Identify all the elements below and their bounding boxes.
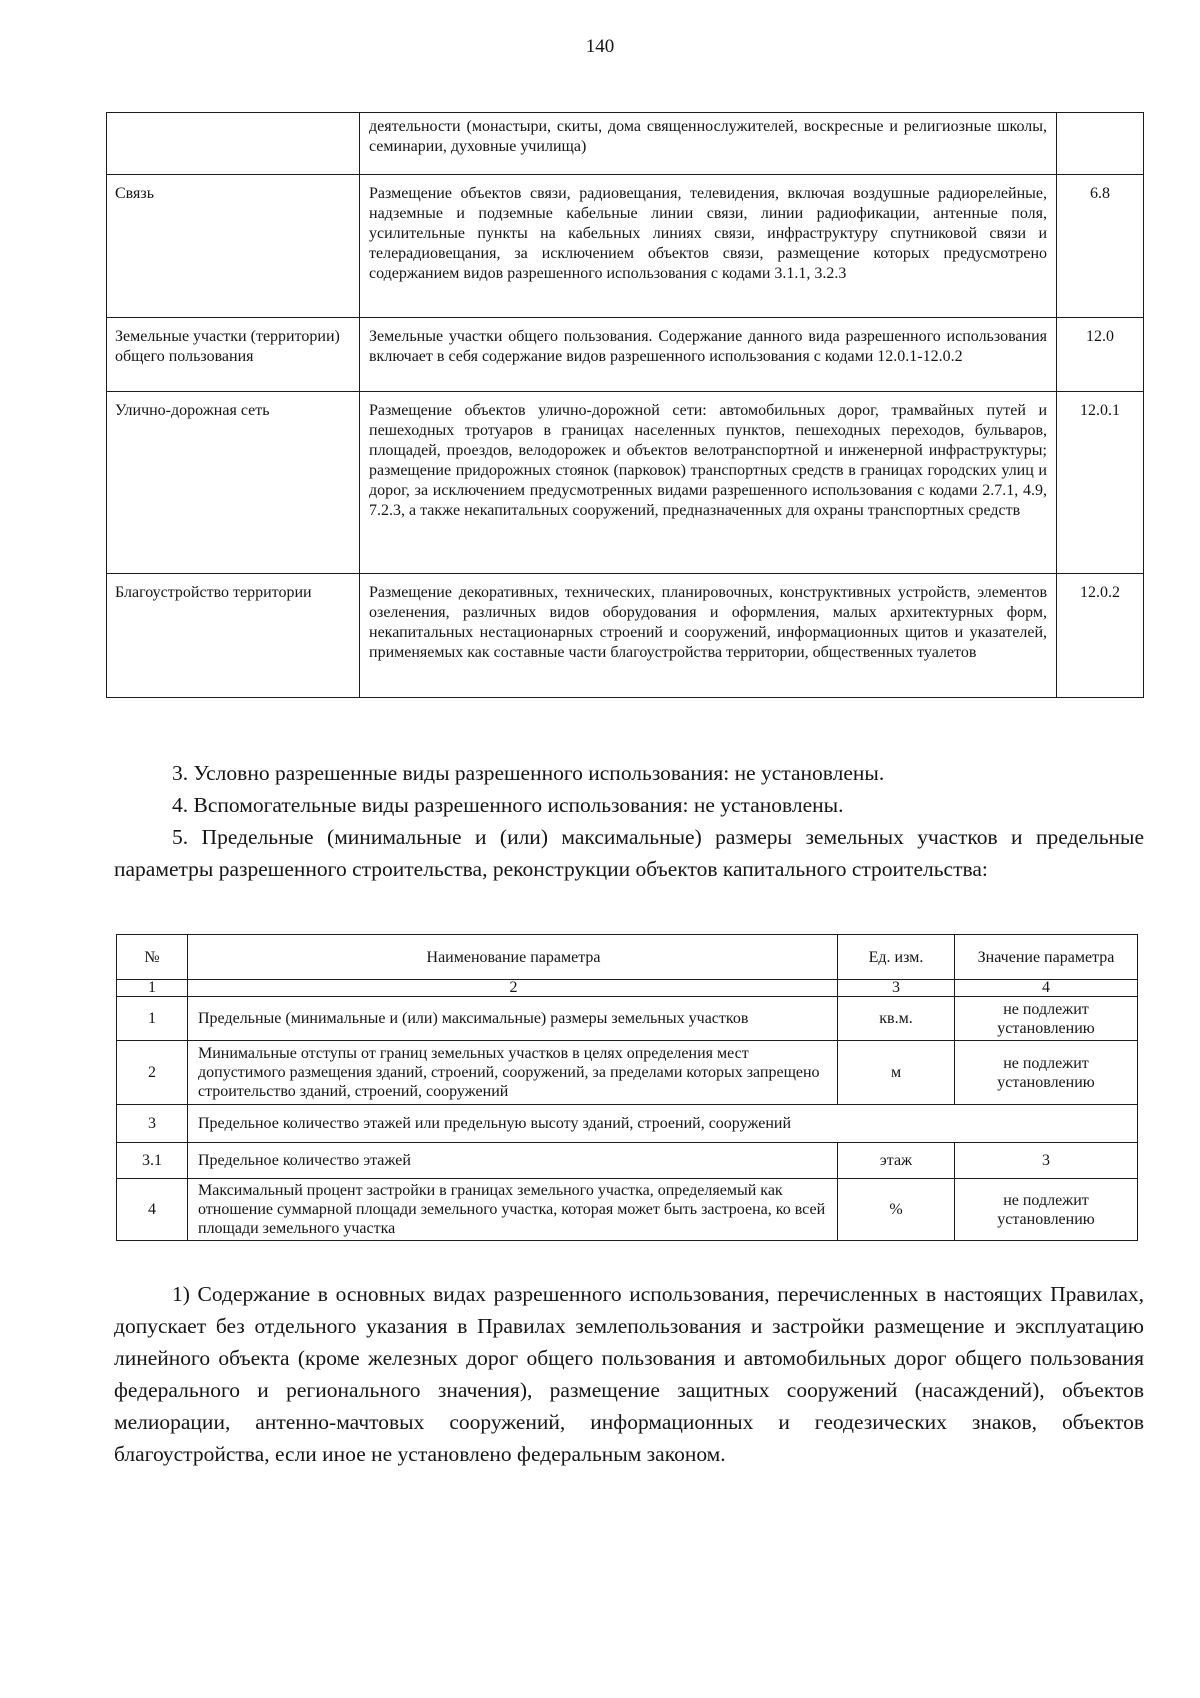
param-num: 3 xyxy=(117,1105,188,1143)
param-value: не подлежит установлению xyxy=(955,1041,1138,1105)
note-1 xyxy=(114,1278,1144,1470)
paragraph-4-text: 4. Вспомогательные виды разрешенного использования: не установлены. xyxy=(172,793,844,817)
use-name: Благоустройство территории xyxy=(107,574,360,698)
use-name: Связь xyxy=(107,175,360,318)
param-name: Предельные (минимальные и (или) максимальные) размеры земельных участков xyxy=(188,997,838,1041)
index-cell: 4 xyxy=(955,980,1138,997)
parameters-table xyxy=(116,934,1138,1241)
param-unit: м xyxy=(838,1041,955,1105)
index-cell: 2 xyxy=(188,980,838,997)
param-value: 3 xyxy=(955,1143,1138,1179)
param-num: 2 xyxy=(117,1041,188,1105)
table-row xyxy=(107,318,1144,392)
use-code xyxy=(1057,113,1144,175)
land-use-table xyxy=(106,112,1144,698)
param-name: Предельное количество этажей или предельную высоту зданий, строений, сооружений xyxy=(188,1105,1138,1143)
use-code: 12.0.1 xyxy=(1057,392,1144,574)
paragraph-3-text: 3. Условно разрешенные виды разрешенного использования: не установлены. xyxy=(172,761,885,785)
param-num: 4 xyxy=(117,1179,188,1241)
use-description: деятельности (монастыри, скиты, дома священнослужителей, воскресные и религиозные школы, семинарии, духовные училища) xyxy=(360,113,1057,175)
header-unit: Ед. изм. xyxy=(838,935,955,980)
param-name: Минимальные отступы от границ земельных участков в целях определения мест допустимого размещения зданий, строений, сооружений, за пределами которых запрещено строительство зданий, строений, сооружений xyxy=(188,1041,838,1105)
use-name xyxy=(107,113,360,175)
paragraph-3 xyxy=(114,757,1144,789)
index-cell: 3 xyxy=(838,980,955,997)
paragraph-4 xyxy=(114,789,1144,821)
param-unit: этаж xyxy=(838,1143,955,1179)
param-unit: кв.м. xyxy=(838,997,955,1041)
header-value: Значение параметра xyxy=(955,935,1138,980)
param-name: Максимальный процент застройки в границах земельного участка, определяемый как отношение суммарной площади земельного участка, которая может быть застроена, ко всей площади земельного участка xyxy=(188,1179,838,1241)
use-description: Размещение декоративных, технических, планировочных, конструктивных устройств, элементов озеленения, различных видов оборудования и оформления, малых архитектурных форм, некапитальных нестационарных строений и сооружений, информационных щитов и указателей, применяемых как составные части благоустройства территории, общественных туалетов xyxy=(360,574,1057,698)
index-cell: 1 xyxy=(117,980,188,997)
use-name: Улично-дорожная сеть xyxy=(107,392,360,574)
use-name: Земельные участки (территории) общего пользования xyxy=(107,318,360,392)
table-row xyxy=(117,1041,1138,1105)
param-num: 3.1 xyxy=(117,1143,188,1179)
use-code: 12.0 xyxy=(1057,318,1144,392)
table-row xyxy=(117,997,1138,1041)
header-num: № xyxy=(117,935,188,980)
param-unit: % xyxy=(838,1179,955,1241)
use-description: Земельные участки общего пользования. Содержание данного вида разрешенного использования включает в себя содержание видов разрешенного использования с кодами 12.0.1-12.0.2 xyxy=(360,318,1057,392)
table-row xyxy=(107,574,1144,698)
paragraph-5-text: 5. Предельные (минимальные и (или) максимальные) размеры земельных участков и предельные параметры разрешенного строительства, реконструкции объектов капитального строительства: xyxy=(114,825,1144,881)
table-row xyxy=(117,1179,1138,1241)
paragraph-5 xyxy=(114,821,1144,885)
table-row xyxy=(107,113,1144,175)
table-header-row xyxy=(117,935,1138,980)
table-index-row xyxy=(117,980,1138,997)
use-description: Размещение объектов улично-дорожной сети: автомобильных дорог, трамвайных путей и пешеходных тротуаров в границах населенных пунктов, пешеходных переходов, бульваров, площадей, проездов, велодорожек и объектов велотранспортной и инженерной инфраструктуры; размещение придорожных стоянок (парковок) транспортных средств в границах городских улиц и дорог, за исключением предусмотренных видами разрешенного использования с кодами 2.7.1, 4.9, 7.2.3, а также некапитальных сооружений, предназначенных для охраны транспортных средств xyxy=(360,392,1057,574)
param-num: 1 xyxy=(117,997,188,1041)
use-code: 12.0.2 xyxy=(1057,574,1144,698)
param-value: не подлежит установлению xyxy=(955,1179,1138,1241)
table-row xyxy=(117,1105,1138,1143)
use-description: Размещение объектов связи, радиовещания, телевидения, включая воздушные радиорелейные, надземные и подземные кабельные линии связи, линии радиофикации, антенные поля, усилительные пункты на кабельных линиях связи, инфраструктуру спутниковой связи и телерадиовещания, за исключением объектов связи, размещение которых предусмотрено содержанием видов разрешенного использования с кодами 3.1.1, 3.2.3 xyxy=(360,175,1057,318)
use-code: 6.8 xyxy=(1057,175,1144,318)
table-row xyxy=(117,1143,1138,1179)
table-row xyxy=(107,175,1144,318)
page-number: 140 xyxy=(585,36,615,57)
table-row xyxy=(107,392,1144,574)
param-name: Предельное количество этажей xyxy=(188,1143,838,1179)
param-value: не подлежит установлению xyxy=(955,997,1138,1041)
note-1-text: 1) Содержание в основных видах разрешенного использования, перечисленных в настоящих Правилах, допускает без отдельного указания в Правилах землепользования и застройки размещение и эксплуатацию линейного объекта (кроме железных дорог общего пользования и автомобильных дорог общего пользования федерального и регионального значения), размещение защитных сооружений (насаждений), объектов мелиорации, антенно-мачтовых сооружений, информационных и геодезических знаков, объектов благоустройства, если иное не установлено федеральным законом. xyxy=(114,1282,1144,1466)
header-name: Наименование параметра xyxy=(188,935,838,980)
